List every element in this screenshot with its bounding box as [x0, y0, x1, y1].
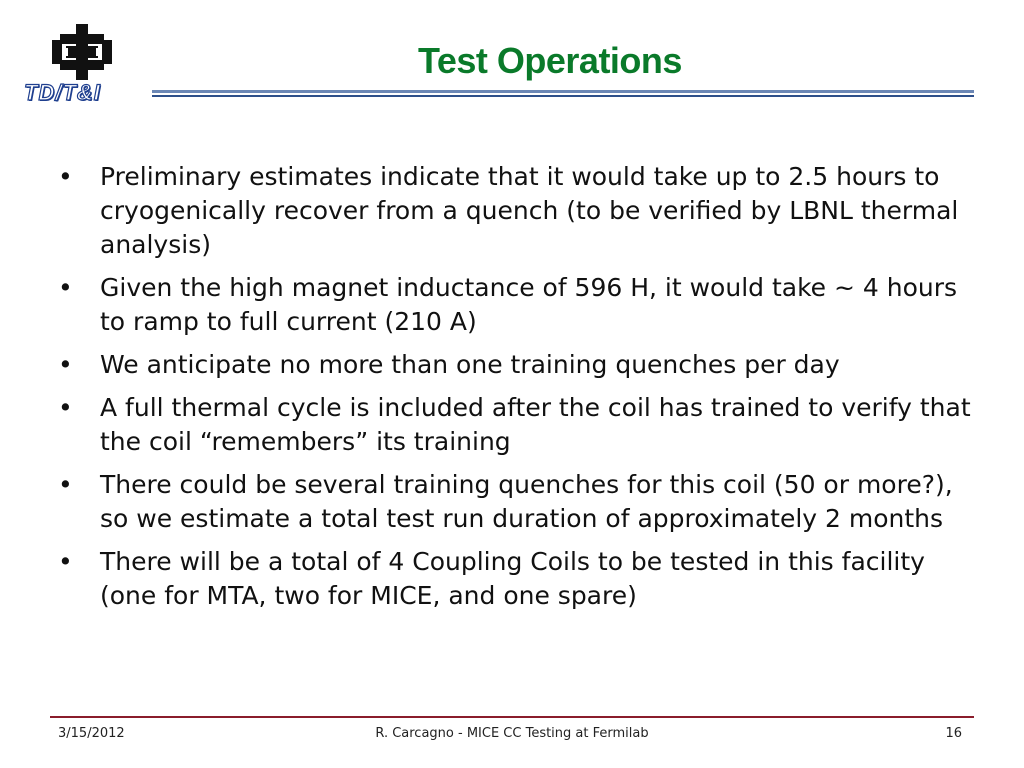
bullet-dot: •: [58, 162, 73, 191]
page-number: 16: [945, 726, 962, 741]
bullet-item: [58, 545, 978, 613]
slide-title: Test Operations: [418, 40, 682, 81]
bullet-item: [58, 271, 978, 339]
bullet-item: [58, 391, 978, 459]
title-divider-secondary: [152, 95, 974, 97]
bullet-dot: •: [58, 273, 73, 302]
bullet-item: [58, 160, 978, 262]
footer-date: 3/15/2012: [58, 726, 125, 741]
footer-divider: [50, 716, 974, 718]
fermilab-logo-icon: [52, 24, 112, 80]
bullet-text: Given the high magnet inductance of 596 H, it would take ~ 4 hours to ramp to full current (210 A): [100, 273, 958, 336]
bullet-dot: •: [58, 393, 73, 422]
bullet-text: There will be a total of 4 Coupling Coils to be tested in this facility (one for MTA, two for MICE, and one spare): [100, 547, 925, 610]
logo-text: TD/T&I: [24, 80, 101, 105]
bullet-item: [58, 348, 978, 382]
bullet-list: [58, 160, 978, 622]
bullet-text: There could be several training quenches for this coil (50 or more?), so we estimate a total test run duration of approximately 2 months: [100, 470, 953, 533]
bullet-dot: •: [58, 350, 73, 379]
bullet-dot: •: [58, 547, 73, 576]
title-divider: [152, 90, 974, 93]
bullet-text: Preliminary estimates indicate that it would take up to 2.5 hours to cryogenically recover from a quench (to be verified by LBNL thermal analysis): [100, 162, 959, 259]
footer-author-title: R. Carcagno - MICE CC Testing at Fermilab: [375, 726, 649, 741]
bullet-text: We anticipate no more than one training quenches per day: [100, 350, 840, 379]
bullet-dot: •: [58, 470, 73, 499]
fermilab-td-logo: [24, 22, 144, 112]
bullet-item: [58, 468, 978, 536]
bullet-text: A full thermal cycle is included after the coil has trained to verify that the coil “remembers” its training: [100, 393, 971, 456]
